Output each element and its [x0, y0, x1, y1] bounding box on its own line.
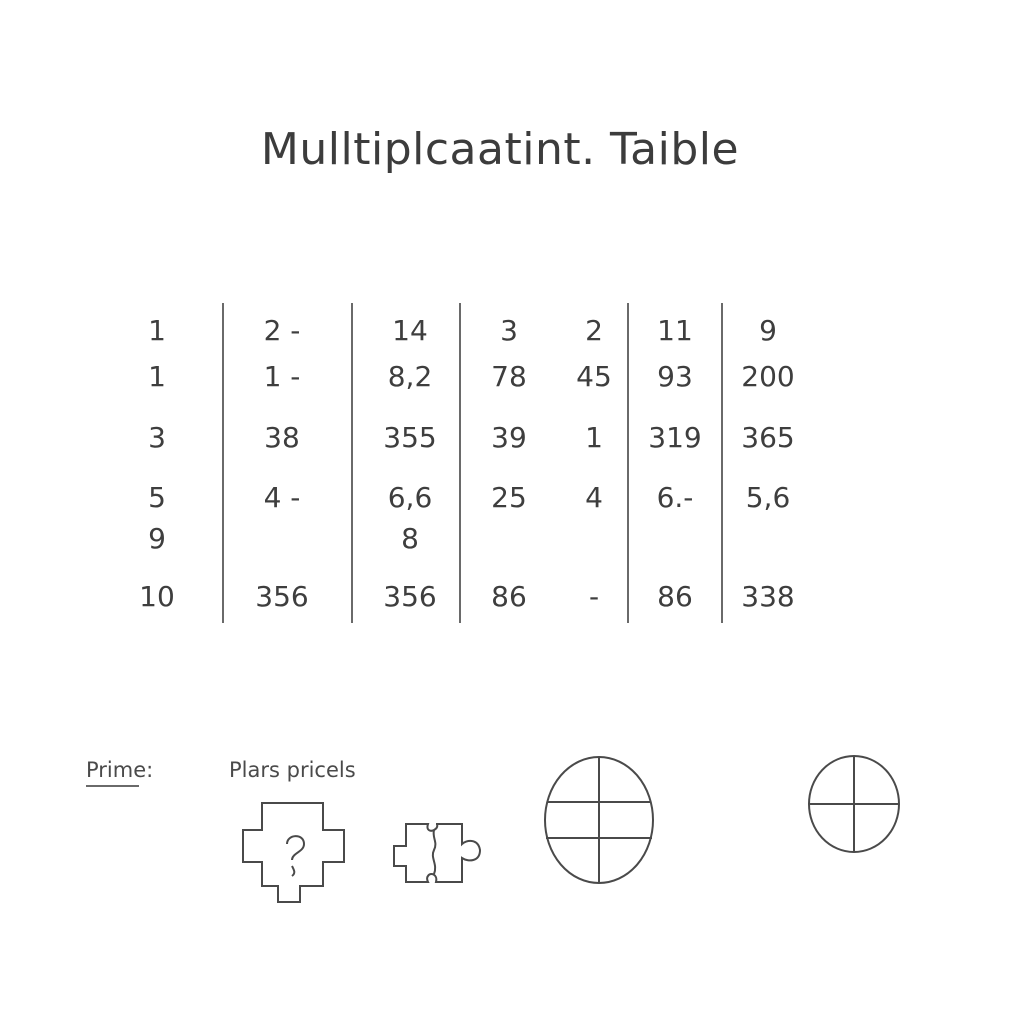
table-cell: 319: [648, 421, 702, 454]
table-cell: 38: [264, 421, 300, 454]
table-cell: 14: [392, 314, 428, 347]
table-cell: 78: [491, 360, 527, 393]
table-cell: 9: [148, 522, 166, 555]
quartered-circle-icon: [804, 752, 904, 856]
column-divider: [627, 303, 629, 623]
quartered-oval-icon: [540, 752, 658, 888]
table-cell: 10: [139, 580, 175, 613]
column-divider: [721, 303, 723, 623]
table-cell: 4 -: [263, 481, 301, 514]
table-cell: 338: [741, 580, 795, 613]
table-cell: 11: [657, 314, 693, 347]
table-cell: 5: [148, 481, 166, 514]
table-cell: 25: [491, 481, 527, 514]
table-cell: 5,6: [745, 481, 791, 514]
table-cell: 356: [255, 580, 309, 613]
table-cell: 1: [585, 421, 603, 454]
column-divider: [222, 303, 224, 623]
table-cell: 39: [491, 421, 527, 454]
table-cell: 1 -: [263, 360, 301, 393]
prime-label: Prime:: [86, 758, 154, 782]
table-cell: 1: [148, 360, 166, 393]
table-cell: 93: [657, 360, 693, 393]
table-cell: 3: [148, 421, 166, 454]
table-cell: 3: [500, 314, 518, 347]
cross-puzzle-icon: [240, 800, 350, 906]
table-cell: -: [588, 580, 600, 613]
table-cell: 4: [585, 481, 603, 514]
page-title: Mulltiplcaatint. Taible: [260, 124, 740, 175]
table-cell: 86: [657, 580, 693, 613]
table-cell: 356: [383, 580, 437, 613]
table-cell: 365: [741, 421, 795, 454]
table-cell: 8,2: [387, 360, 433, 393]
table-cell: 1: [148, 314, 166, 347]
table-cell: 45: [576, 360, 612, 393]
table-cell: 200: [741, 360, 795, 393]
table-cell: 6.-: [656, 481, 694, 514]
column-divider: [351, 303, 353, 623]
prime-label-underline: [86, 785, 139, 787]
table-cell: 6,6: [387, 481, 433, 514]
table-cell: 8: [401, 522, 419, 555]
table-cell: 355: [383, 421, 437, 454]
table-cell: 86: [491, 580, 527, 613]
puzzle-piece-icon: [390, 818, 486, 888]
table-cell: 2: [585, 314, 603, 347]
plars-label: Plars pricels: [229, 758, 356, 782]
column-divider: [459, 303, 461, 623]
table-cell: 9: [759, 314, 777, 347]
table-cell: 2 -: [263, 314, 301, 347]
